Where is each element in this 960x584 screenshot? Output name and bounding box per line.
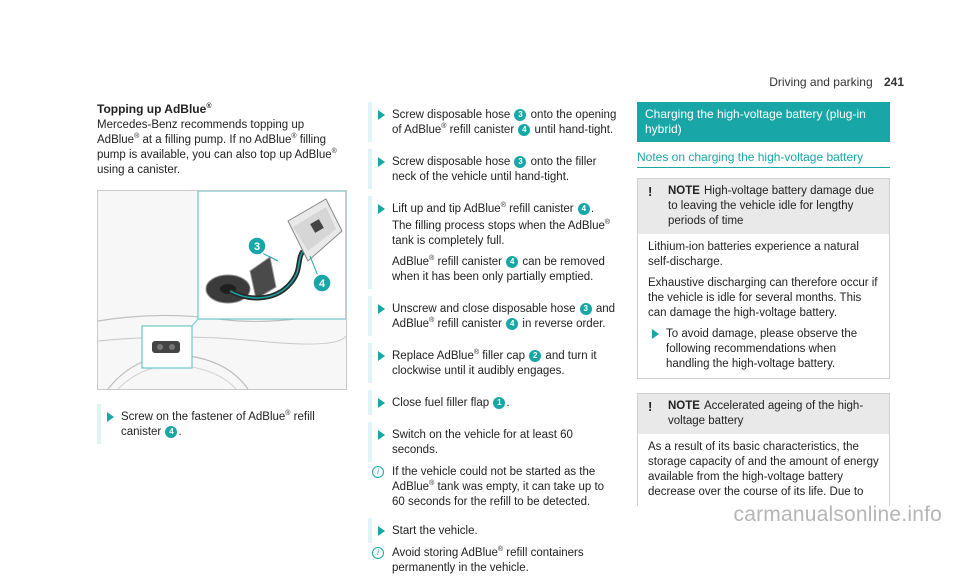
exclamation-icon: ! xyxy=(648,399,653,414)
notice-step: To avoid damage, please observe the following recommendations when handling the high-voltage battery. xyxy=(648,327,879,372)
callout-1: 1 xyxy=(493,397,505,409)
step-screw-hose-canister: Screw disposable hose 3 onto the opening of AdBlue® refill canister 4 until hand-tight. xyxy=(368,102,618,142)
notice-label: NOTE xyxy=(668,400,700,412)
step-arrow-icon xyxy=(378,351,385,361)
notice-title: Accelerated ageing of the high-voltage battery xyxy=(668,400,864,427)
notice-body xyxy=(638,234,889,378)
step-arrow-icon xyxy=(378,526,385,536)
callout-3: 3 xyxy=(580,303,592,315)
running-head xyxy=(769,75,904,89)
step-arrow-icon xyxy=(378,110,385,120)
callout-3: 3 xyxy=(514,109,526,121)
step-arrow-icon xyxy=(107,412,114,422)
notice-battery-damage xyxy=(637,178,890,379)
callout-2: 2 xyxy=(529,350,541,362)
page-number: 241 xyxy=(883,75,904,89)
step-lift-and-tip: Lift up and tip AdBlue® refill canister 4 . The filling process stops when the AdBlue® tank is completely full. AdBlue® refill canister 4 can be removed when it has been only partially emptied. xyxy=(368,196,618,289)
callout-4: 4 xyxy=(578,203,590,215)
notice-paragraph: As a result of its basic characteristics, the storage capacity of and the amount of energy available from the high-voltage battery decrease over the course of its life. Due to xyxy=(648,441,879,498)
step-close-filler-flap: Close fuel filler flap 1 . xyxy=(368,390,618,415)
note-avoid-storing: i Avoid storing AdBlue® refill containers permanently in the vehicle. xyxy=(372,546,618,576)
notice-label: NOTE xyxy=(668,185,700,197)
callout-4: 4 xyxy=(506,256,518,268)
step-arrow-icon xyxy=(378,398,385,408)
section-title: Driving and parking xyxy=(769,75,873,89)
step-arrow-icon xyxy=(652,329,659,339)
notice-body xyxy=(638,434,889,506)
section-banner: Charging the high-voltage battery (plug-in hybrid) xyxy=(637,102,890,142)
notice-header xyxy=(638,394,889,434)
step-start-vehicle: Start the vehicle. xyxy=(368,518,618,543)
svg-text:4: 4 xyxy=(318,278,326,290)
callout-4 xyxy=(313,274,331,292)
notice-header xyxy=(638,179,889,234)
intro-paragraph: Mercedes-Benz recommends topping up AdBlue® at a filling pump. If no AdBlue® filling pump is available, you can also top up AdBlue® using a canister. xyxy=(97,119,337,176)
step-switch-on-vehicle: Switch on the vehicle for at least 60 seconds. xyxy=(368,422,618,462)
step-replace-filler-cap: Replace AdBlue® filler cap 2 and turn it clockwise until it audibly engages. xyxy=(368,343,618,383)
note-refill-detection: i If the vehicle could not be started as the AdBlue® tank was empty, it can take up to 60 seconds for the refill to be detected. xyxy=(372,465,618,510)
step-arrow-icon xyxy=(378,304,385,314)
step-arrow-icon xyxy=(378,430,385,440)
notice-accelerated-ageing xyxy=(637,393,890,506)
notice-paragraph: Exhaustive discharging can therefore occur if the vehicle is idle for several months. This can damage the high-voltage battery. xyxy=(648,277,878,319)
callout-4: 4 xyxy=(165,426,177,438)
subsection-heading: Notes on charging the high-voltage battery xyxy=(637,150,890,168)
step-screw-hose-filler-neck: Screw disposable hose 3 onto the filler neck of the vehicle until hand-tight. xyxy=(368,149,618,189)
callout-4: 4 xyxy=(506,318,518,330)
callout-3: 3 xyxy=(514,156,526,168)
column-middle xyxy=(368,102,618,584)
notice-paragraph: Lithium-ion batteries experience a natural self-discharge. xyxy=(648,241,859,268)
notice-title: High-voltage battery damage due to leaving the vehicle idle for lengthy periods of time xyxy=(668,185,875,227)
heading-topping-up: Topping up AdBlue® xyxy=(97,102,212,116)
watermark: carmanualsonline.info xyxy=(733,503,942,526)
info-icon: i xyxy=(372,466,384,478)
svg-text:3: 3 xyxy=(253,241,261,253)
adblue-refill-illustration xyxy=(97,190,347,390)
step-detail-partial-removal: AdBlue® refill canister 4 can be removed when it has been only partially emptied. xyxy=(392,255,605,283)
callout-4: 4 xyxy=(518,124,530,136)
callout-3 xyxy=(248,237,266,255)
step-arrow-icon xyxy=(378,204,385,214)
column-left xyxy=(97,102,345,451)
exclamation-icon: ! xyxy=(648,184,653,199)
car-filler-diagram xyxy=(98,191,346,389)
step-detail-filling-stops: The filling process stops when the AdBlue® tank is completely full. xyxy=(392,219,611,247)
step-arrow-icon xyxy=(378,157,385,167)
step-screw-on-fastener: Screw on the fastener of AdBlue® refill canister 4 . xyxy=(97,404,345,444)
step-unscrew-and-close: Unscrew and close disposable hose 3 and AdBlue® refill canister 4 in reverse order. xyxy=(368,296,618,336)
info-icon: i xyxy=(372,547,384,559)
column-right xyxy=(637,102,890,520)
